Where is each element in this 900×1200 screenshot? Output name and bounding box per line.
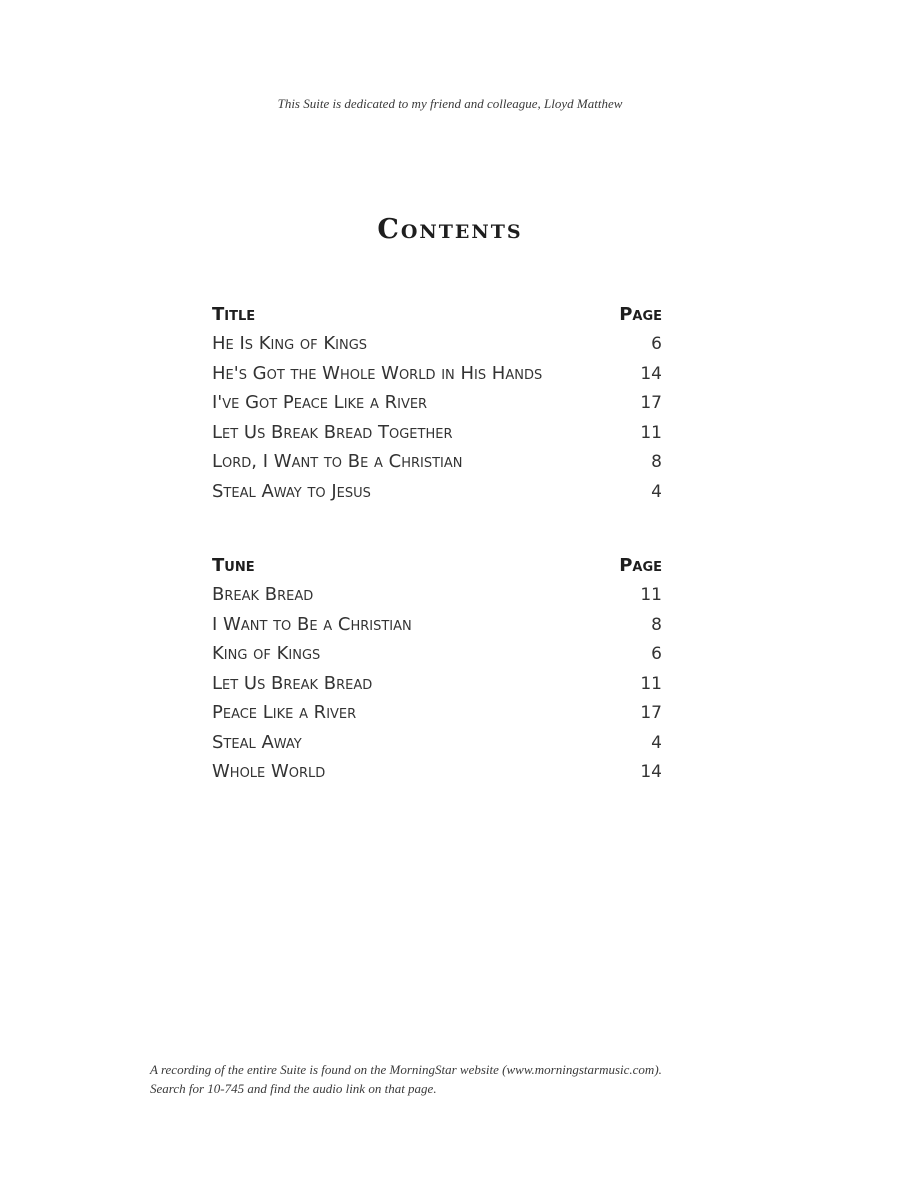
titles-table	[212, 304, 662, 510]
entry-page: 17	[640, 393, 662, 413]
page-column-header: Page	[619, 304, 662, 325]
table-row	[212, 673, 662, 703]
table-row	[212, 584, 662, 614]
page-column-header: Page	[619, 555, 662, 576]
tune-column-header: Tune	[212, 555, 255, 576]
recording-note-line-2: Search for 10-745 and find the audio link on that page.	[150, 1081, 437, 1096]
tunes-table-header	[212, 555, 662, 584]
entry-page: 14	[640, 762, 662, 782]
entry-page: 11	[640, 673, 662, 694]
entry-title: Break Bread	[212, 584, 314, 605]
contents-heading: Contents	[377, 214, 523, 245]
entry-title: King of Kings	[212, 643, 321, 664]
entry-title: I Want to Be a Christian	[212, 613, 412, 635]
recording-note-line-1: A recording of the entire Suite is found on the MorningStar website (www.morningstarmusic.com).	[150, 1062, 662, 1077]
title-column-header: Title	[212, 304, 256, 325]
entry-title: Steal Away to Jesus	[212, 480, 371, 502]
entry-title: Whole World	[212, 761, 326, 782]
entry-page: 8	[651, 452, 662, 472]
entry-page: 17	[640, 703, 662, 723]
entry-page: 4	[651, 481, 662, 502]
entry-page: 6	[651, 334, 662, 354]
entry-page: 8	[651, 614, 662, 635]
entry-page: 11	[640, 422, 662, 443]
entry-title: He Is King of Kings	[212, 333, 368, 354]
entry-page: 14	[640, 363, 662, 384]
recording-note	[150, 1060, 790, 1098]
table-row	[212, 422, 662, 452]
table-row	[212, 451, 662, 481]
table-row	[212, 761, 662, 791]
dedication-text: This Suite is dedicated to my friend and colleague, Lloyd Matthew	[277, 96, 623, 111]
entry-title: I've Got Peace Like a River	[212, 392, 428, 413]
table-row	[212, 363, 662, 393]
entry-page: 11	[640, 585, 662, 605]
entry-page: 6	[651, 644, 662, 664]
entry-page: 4	[651, 732, 662, 753]
table-row	[212, 702, 662, 732]
table-row	[212, 643, 662, 673]
entry-title: Let Us Break Bread Together	[212, 421, 453, 443]
table-row	[212, 333, 662, 363]
table-row	[212, 392, 662, 422]
table-row	[212, 732, 662, 762]
entry-title: Peace Like a River	[212, 702, 357, 723]
table-row	[212, 614, 662, 644]
titles-table-header	[212, 304, 662, 333]
entry-title: Let Us Break Bread	[212, 672, 373, 694]
tunes-table	[212, 555, 662, 791]
table-row	[212, 481, 662, 511]
entry-title: He's Got the Whole World in His Hands	[212, 362, 543, 384]
entry-title: Lord, I Want to Be a Christian	[212, 451, 463, 472]
entry-title: Steal Away	[212, 731, 302, 753]
